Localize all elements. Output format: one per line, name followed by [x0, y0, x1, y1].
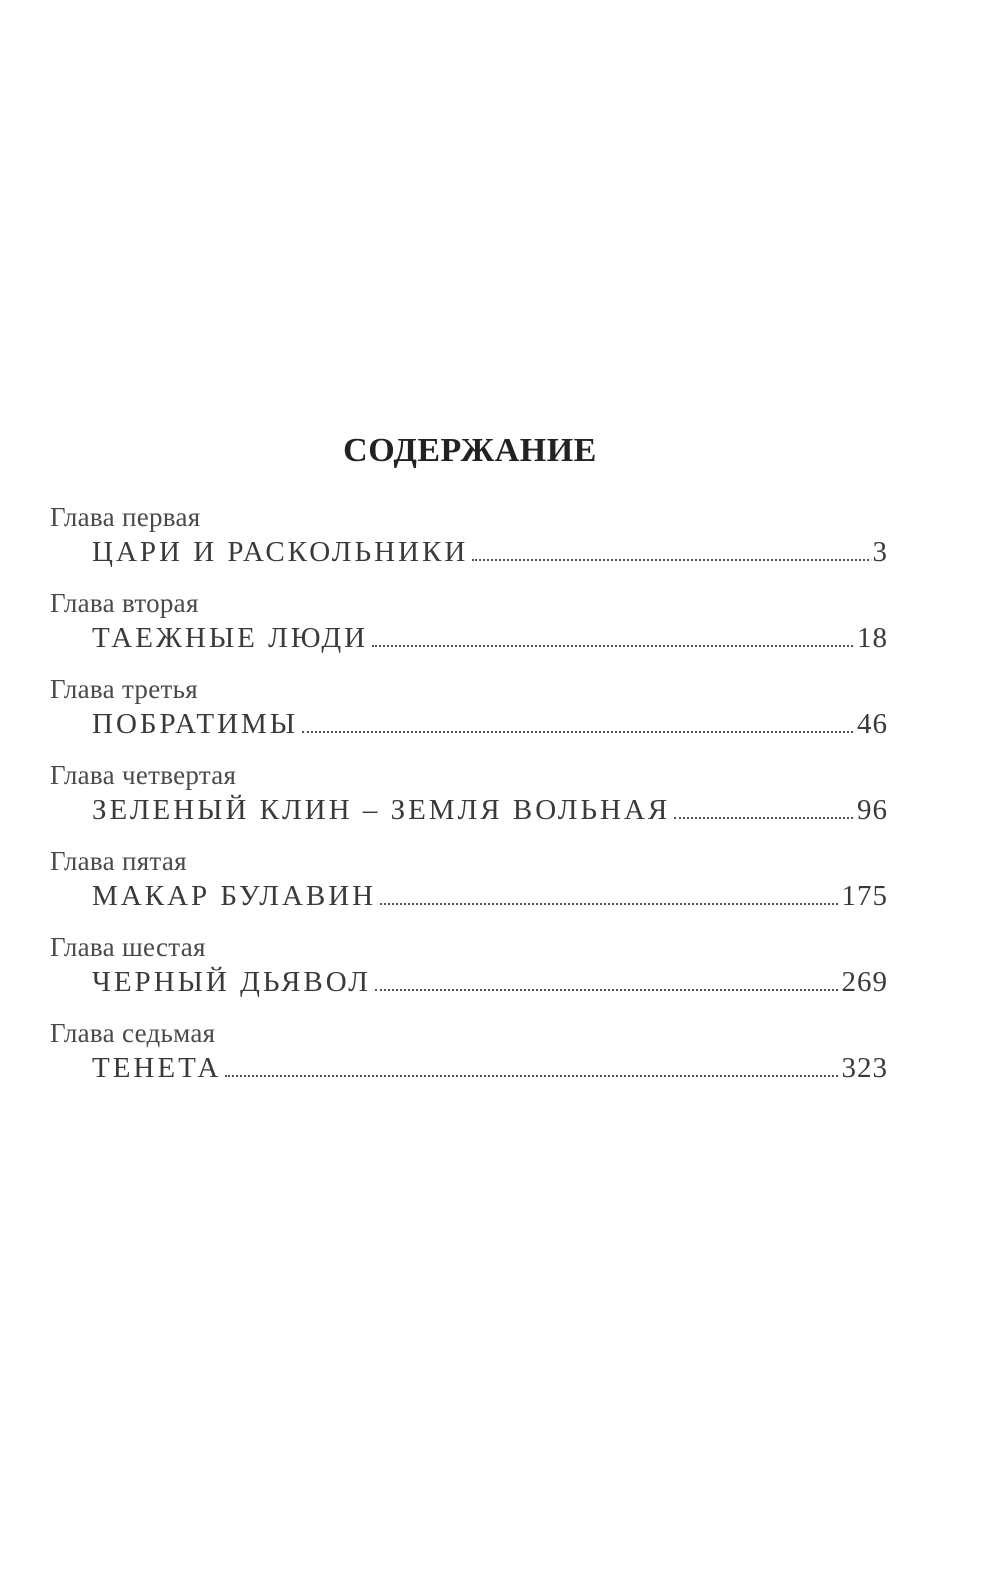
chapter-title: ТЕНЕТА: [92, 1052, 222, 1084]
table-of-contents: [50, 500, 888, 1102]
chapter-title: ТАЕЖНЫЕ ЛЮДИ: [92, 622, 369, 654]
chapter-label: Глава пятая: [50, 846, 187, 876]
page-number: 175: [841, 880, 888, 912]
chapter-line: [92, 792, 888, 828]
chapter-label: Глава вторая: [50, 588, 199, 618]
dot-leader: [225, 1075, 837, 1077]
chapter-line: [92, 534, 888, 570]
chapter-title: ЦАРИ И РАСКОЛЬНИКИ: [92, 536, 469, 568]
chapter-line: [92, 878, 888, 914]
chapter-label: Глава первая: [50, 502, 201, 532]
chapter-title: ЗЕЛЕНЫЙ КЛИН – ЗЕМЛЯ ВОЛЬНАЯ: [92, 794, 671, 826]
chapter-label: Глава четвертая: [50, 760, 237, 790]
toc-entry[interactable]: [50, 672, 888, 758]
page-number: 3: [872, 536, 888, 568]
page-number: 18: [857, 622, 888, 654]
chapter-label: Глава седьмая: [50, 1018, 216, 1048]
toc-entry[interactable]: [50, 500, 888, 586]
toc-entry[interactable]: [50, 1016, 888, 1102]
chapter-line: [92, 706, 888, 742]
dot-leader: [375, 989, 838, 991]
toc-entry[interactable]: [50, 844, 888, 930]
chapter-title: ПОБРАТИМЫ: [92, 708, 299, 740]
toc-entry[interactable]: [50, 586, 888, 672]
dot-leader: [472, 559, 868, 561]
chapter-label: Глава шестая: [50, 932, 206, 962]
chapter-line: [92, 620, 888, 656]
toc-entry[interactable]: [50, 930, 888, 1016]
page-number: 269: [841, 966, 888, 998]
dot-leader: [674, 817, 853, 819]
chapter-line: [92, 1050, 888, 1086]
chapter-title: МАКАР БУЛАВИН: [92, 880, 377, 912]
chapter-label: Глава третья: [50, 674, 198, 704]
page-number: 323: [841, 1052, 888, 1084]
page-title: СОДЕРЖАНИЕ: [343, 432, 597, 469]
toc-entry[interactable]: [50, 758, 888, 844]
dot-leader: [372, 645, 853, 647]
dot-leader: [380, 903, 837, 905]
chapter-title: ЧЕРНЫЙ ДЬЯВОЛ: [92, 966, 371, 998]
page-number: 46: [857, 708, 888, 740]
chapter-line: [92, 964, 888, 1000]
dot-leader: [302, 731, 853, 733]
page-number: 96: [857, 794, 888, 826]
